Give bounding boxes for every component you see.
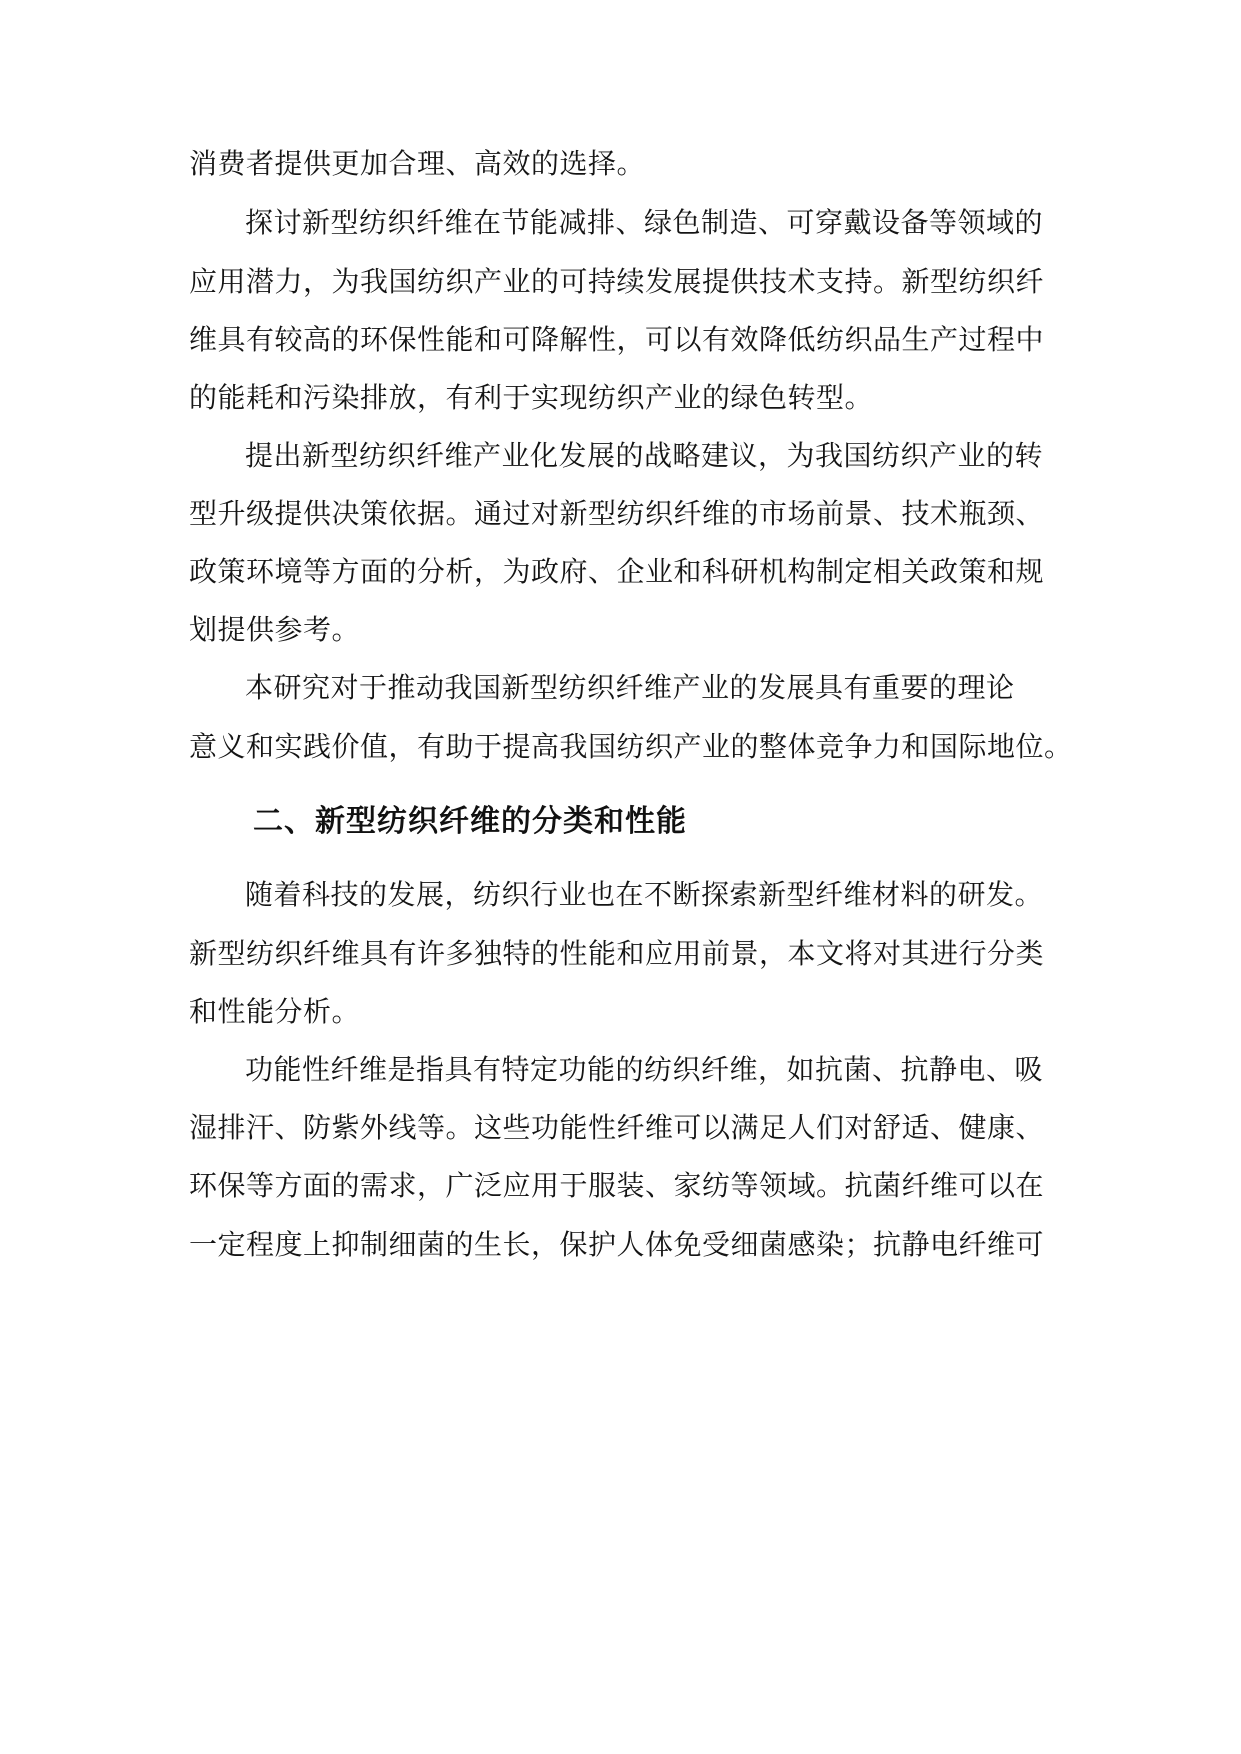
paragraph-line: 消费者提供更加合理、高效的选择。 — [189, 147, 646, 180]
paragraph-line: 维具有较高的环保性能和可降解性，可以有效降低纺织品生产过程中 — [189, 323, 1045, 356]
paragraph-line: 湿排汗、防紫外线等。这些功能性纤维可以满足人们对舒适、健康、 — [189, 1111, 1045, 1144]
paragraph-line: 功能性纤维是指具有特定功能的纺织纤维，如抗菌、抗静电、吸 — [245, 1053, 1044, 1086]
paragraph-line: 应用潜力，为我国纺织产业的可持续发展提供技术支持。新型纺织纤 — [189, 265, 1045, 298]
paragraph-line: 型升级提供决策依据。通过对新型纺织纤维的市场前景、技术瓶颈、 — [189, 497, 1045, 530]
paragraph-line: 划提供参考。 — [189, 613, 361, 646]
paragraph-line: 意义和实践价值，有助于提高我国纺织产业的整体竞争力和国际地位。 — [189, 730, 1073, 763]
paragraph-line: 政策环境等方面的分析，为政府、企业和科研机构制定相关政策和规 — [189, 555, 1045, 588]
paragraph-line: 探讨新型纺织纤维在节能减排、绿色制造、可穿戴设备等领域的 — [245, 206, 1044, 239]
paragraph-line: 一定程度上抑制细菌的生长，保护人体免受细菌感染；抗静电纤维可 — [189, 1228, 1045, 1261]
section-heading: 二、新型纺织纤维的分类和性能 — [253, 804, 687, 839]
paragraph-line: 提出新型纺织纤维产业化发展的战略建议，为我国纺织产业的转 — [245, 439, 1044, 472]
paragraph-line: 新型纺织纤维具有许多独特的性能和应用前景，本文将对其进行分类 — [189, 937, 1045, 970]
paragraph-line: 随着科技的发展，纺织行业也在不断探索新型纤维材料的研发。 — [245, 878, 1044, 911]
paragraph-line: 和性能分析。 — [189, 995, 361, 1028]
paragraph-line: 的能耗和污染排放，有利于实现纺织产业的绿色转型。 — [189, 381, 874, 414]
paragraph-line: 环保等方面的需求，广泛应用于服装、家纺等领域。抗菌纤维可以在 — [189, 1169, 1045, 1202]
paragraph-line: 本研究对于推动我国新型纺织纤维产业的发展具有重要的理论 — [245, 671, 1015, 704]
